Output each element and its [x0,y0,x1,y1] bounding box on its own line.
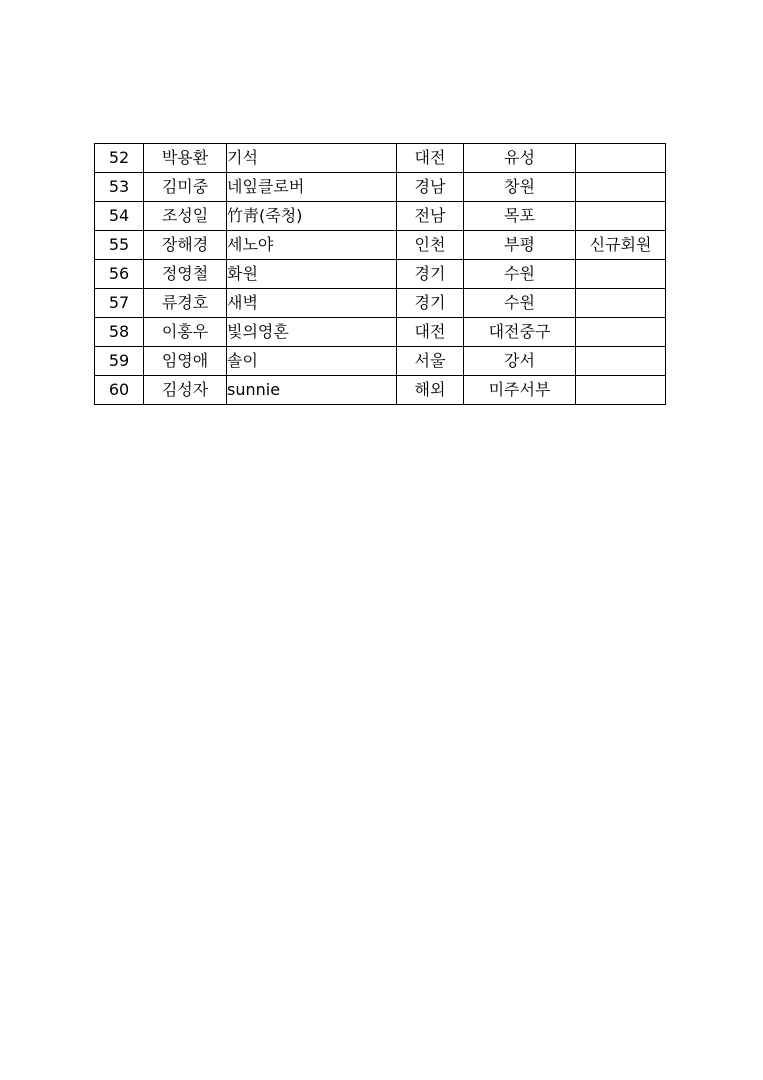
member-nickname-cell: 새벽 [227,289,397,318]
member-city-cell: 수원 [464,289,576,318]
member-city-cell: 수원 [464,260,576,289]
member-number-cell: 59 [95,347,144,376]
member-region-cell: 경기 [397,260,464,289]
member-region-cell: 전남 [397,202,464,231]
member-region-cell: 인천 [397,231,464,260]
member-number-cell: 57 [95,289,144,318]
member-nickname-cell: 솔이 [227,347,397,376]
table-row [95,231,666,260]
member-city-cell: 미주서부 [464,376,576,405]
member-city-cell: 강서 [464,347,576,376]
member-city-cell: 유성 [464,144,576,173]
member-note-cell: 신규회원 [576,231,666,260]
table-row [95,347,666,376]
member-city-cell: 부평 [464,231,576,260]
member-note-cell [576,347,666,376]
member-region-cell: 해외 [397,376,464,405]
table-row [95,202,666,231]
table-row [95,318,666,347]
member-name-cell: 류경호 [144,289,227,318]
member-number-cell: 60 [95,376,144,405]
member-region-cell: 대전 [397,318,464,347]
member-note-cell [576,376,666,405]
member-nickname-cell: sunnie [227,376,397,405]
table-row [95,144,666,173]
member-nickname-cell: 세노야 [227,231,397,260]
member-note-cell [576,318,666,347]
member-nickname-cell: 네잎클로버 [227,173,397,202]
member-nickname-cell: 빛의영혼 [227,318,397,347]
member-note-cell [576,144,666,173]
table-row [95,260,666,289]
member-region-cell: 경기 [397,289,464,318]
member-roster-body [95,144,666,405]
member-note-cell [576,202,666,231]
member-nickname-cell: 화원 [227,260,397,289]
member-number-cell: 56 [95,260,144,289]
member-name-cell: 박용환 [144,144,227,173]
member-name-cell: 이홍우 [144,318,227,347]
member-note-cell [576,260,666,289]
member-region-cell: 서울 [397,347,464,376]
member-name-cell: 김성자 [144,376,227,405]
member-name-cell: 김미중 [144,173,227,202]
member-number-cell: 58 [95,318,144,347]
member-number-cell: 53 [95,173,144,202]
member-number-cell: 55 [95,231,144,260]
member-name-cell: 임영애 [144,347,227,376]
member-number-cell: 54 [95,202,144,231]
member-name-cell: 조성일 [144,202,227,231]
member-name-cell: 정영철 [144,260,227,289]
table-row [95,376,666,405]
member-nickname-cell: 竹靑(죽청) [227,202,397,231]
table-row [95,289,666,318]
member-roster-table [94,143,666,405]
member-name-cell: 장해경 [144,231,227,260]
member-city-cell: 창원 [464,173,576,202]
member-city-cell: 대전중구 [464,318,576,347]
member-note-cell [576,289,666,318]
member-region-cell: 경남 [397,173,464,202]
member-nickname-cell: 기석 [227,144,397,173]
member-note-cell [576,173,666,202]
table-row [95,173,666,202]
member-city-cell: 목포 [464,202,576,231]
member-number-cell: 52 [95,144,144,173]
member-region-cell: 대전 [397,144,464,173]
